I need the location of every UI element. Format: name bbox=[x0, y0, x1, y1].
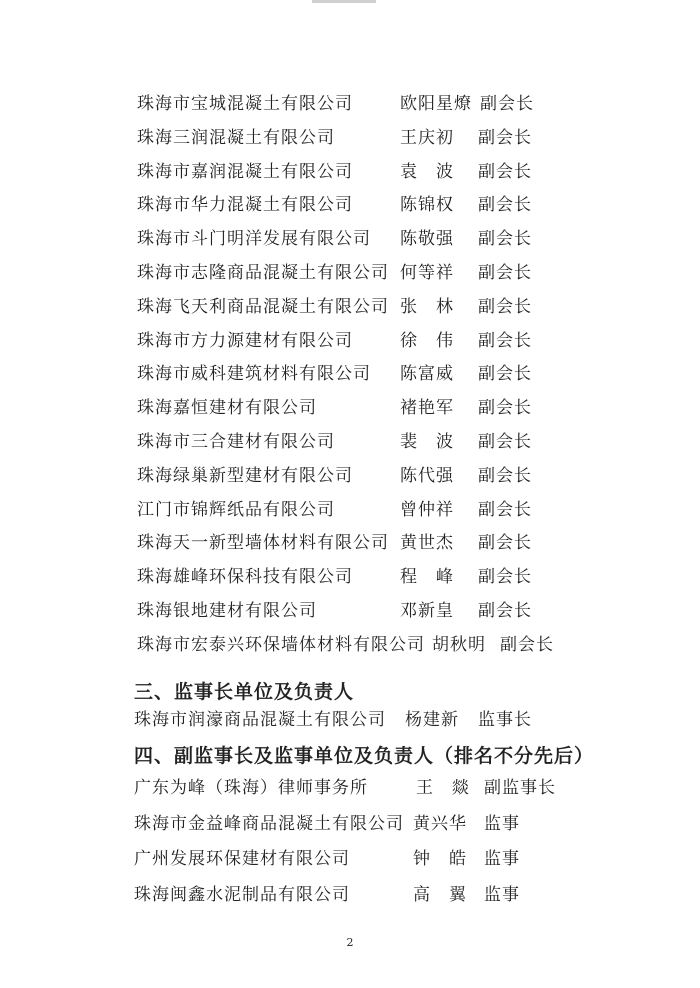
position-title: 副会长 bbox=[478, 499, 532, 520]
company-name: 珠海天一新型墙体材料有限公司 bbox=[137, 533, 389, 554]
section-heading: 三、监事长单位及负责人 bbox=[134, 681, 355, 703]
company-name: 珠海飞天利商品混凝土有限公司 bbox=[137, 296, 389, 317]
company-name: 珠海三润混凝土有限公司 bbox=[137, 127, 335, 148]
company-name: 珠海银地建材有限公司 bbox=[137, 601, 317, 621]
company-name: 珠海市斗门明洋发展有限公司 bbox=[137, 229, 371, 250]
company-name: 珠海绿巢新型建材有限公司 bbox=[137, 465, 353, 486]
company-name: 珠海市宝城混凝土有限公司 bbox=[137, 94, 353, 114]
company-name: 广东为峰（珠海）律师事务所 bbox=[134, 778, 368, 798]
position-title: 副会长 bbox=[480, 94, 534, 114]
representative-name: 欧阳星燎 bbox=[400, 94, 472, 114]
section-heading: 四、副监事长及监事单位及负责人（排名不分先后） bbox=[134, 745, 595, 767]
representative-name: 何等祥 bbox=[400, 263, 454, 283]
company-name: 江门市锦辉纸品有限公司 bbox=[137, 499, 335, 520]
representative-name: 徐 伟 bbox=[400, 330, 454, 351]
position-title: 副会长 bbox=[478, 465, 532, 486]
representative-name: 程 峰 bbox=[400, 567, 454, 588]
position-title: 副监事长 bbox=[484, 778, 556, 798]
representative-name: 袁 波 bbox=[400, 161, 454, 182]
position-title: 副会长 bbox=[478, 601, 532, 621]
position-title: 副会长 bbox=[478, 533, 532, 554]
representative-name: 王庆初 bbox=[400, 127, 454, 148]
representative-name: 陈富威 bbox=[400, 364, 454, 385]
position-title: 监事 bbox=[484, 813, 520, 834]
position-title: 副会长 bbox=[478, 330, 532, 351]
representative-name: 胡秋明 bbox=[432, 634, 486, 655]
company-name: 珠海市威科建筑材料有限公司 bbox=[137, 364, 371, 385]
representative-name: 杨建新 bbox=[405, 710, 459, 730]
representative-name: 王 燚 bbox=[416, 778, 470, 798]
representative-name: 张 林 bbox=[400, 296, 454, 317]
scan-edge-mark bbox=[312, 0, 376, 3]
position-title: 副会长 bbox=[478, 263, 532, 283]
company-name: 珠海市润濠商品混凝土有限公司 bbox=[134, 710, 386, 730]
representative-name: 黄兴华 bbox=[413, 813, 467, 834]
company-name: 广州发展环保建材有限公司 bbox=[134, 849, 350, 869]
position-title: 副会长 bbox=[478, 127, 532, 148]
company-name: 珠海市嘉润混凝土有限公司 bbox=[137, 161, 353, 182]
position-title: 副会长 bbox=[478, 195, 532, 216]
representative-name: 曾仲祥 bbox=[400, 499, 454, 520]
representative-name: 黄世杰 bbox=[400, 533, 454, 554]
company-name: 珠海闽鑫水泥制品有限公司 bbox=[134, 884, 350, 905]
position-title: 副会长 bbox=[478, 364, 532, 385]
representative-name: 褚艳军 bbox=[400, 398, 454, 419]
position-title: 副会长 bbox=[478, 161, 532, 182]
representative-name: 陈锦权 bbox=[400, 195, 454, 216]
representative-name: 高 翼 bbox=[413, 884, 467, 905]
position-title: 监事长 bbox=[478, 710, 532, 730]
position-title: 副会长 bbox=[478, 432, 532, 452]
representative-name: 钟 皓 bbox=[413, 849, 467, 869]
position-title: 副会长 bbox=[500, 634, 554, 655]
position-title: 副会长 bbox=[478, 296, 532, 317]
company-name: 珠海市华力混凝土有限公司 bbox=[137, 195, 353, 216]
position-title: 监事 bbox=[484, 849, 520, 869]
company-name: 珠海市方力源建材有限公司 bbox=[137, 330, 353, 351]
representative-name: 陈敬强 bbox=[400, 229, 454, 250]
company-name: 珠海市宏泰兴环保墙体材料有限公司 bbox=[137, 634, 425, 655]
position-title: 副会长 bbox=[478, 567, 532, 588]
company-name: 珠海市金益峰商品混凝土有限公司 bbox=[134, 813, 404, 834]
company-name: 珠海市志隆商品混凝土有限公司 bbox=[137, 263, 389, 283]
representative-name: 陈代强 bbox=[400, 465, 454, 486]
position-title: 副会长 bbox=[478, 398, 532, 419]
page-number: 2 bbox=[346, 936, 354, 949]
representative-name: 邓新皇 bbox=[400, 601, 454, 621]
company-name: 珠海市三合建材有限公司 bbox=[137, 432, 335, 452]
company-name: 珠海雄峰环保科技有限公司 bbox=[137, 567, 353, 588]
position-title: 监事 bbox=[484, 884, 520, 905]
representative-name: 裴 波 bbox=[400, 432, 454, 452]
position-title: 副会长 bbox=[478, 229, 532, 250]
company-name: 珠海嘉恒建材有限公司 bbox=[137, 398, 317, 419]
